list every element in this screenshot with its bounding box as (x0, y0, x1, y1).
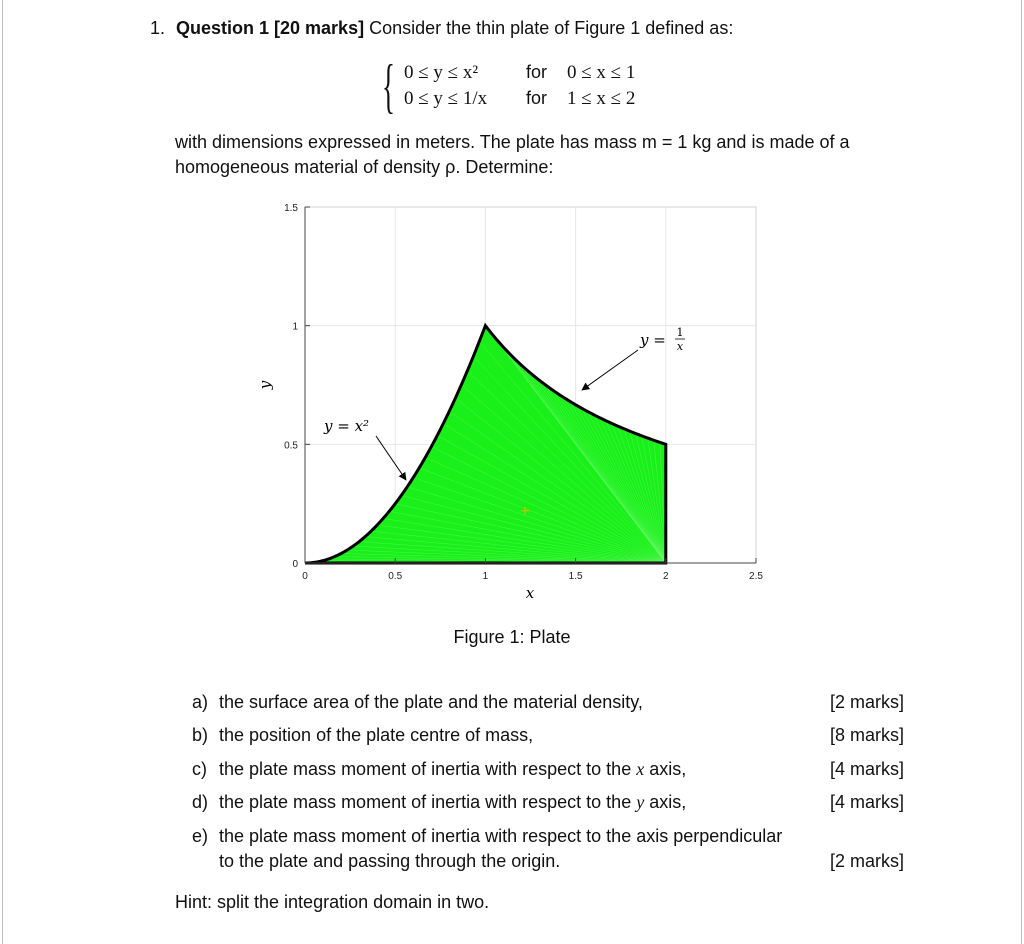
task-text (219, 757, 809, 782)
task-marks: [8 marks] (829, 725, 904, 745)
task-marks: [2 marks] (829, 692, 904, 712)
system-row1-for: for (526, 62, 548, 82)
task-marks: [2 marks] (829, 851, 904, 871)
task-text: the position of the plate centre of mass, (219, 725, 534, 745)
task-marks: [4 marks] (829, 792, 904, 812)
x-tick-label: 2.5 (749, 571, 763, 582)
problem-paragraph (175, 130, 907, 180)
paragraph-line2: homogeneous material of density ρ. Determine: (175, 157, 554, 177)
system-row1-range: 0 ≤ x ≤ 1 (567, 62, 636, 83)
page-border-right (1021, 0, 1022, 944)
system-row1-condition: 0 ≤ y ≤ x² (404, 62, 479, 83)
parabola-label: y = x² (324, 417, 370, 435)
x-tick-label: 2 (663, 571, 669, 582)
task-text-before: the plate mass moment of inertia with respect to the (219, 759, 632, 779)
question-intro: Consider the thin plate of Figure 1 defined as: (369, 18, 734, 38)
hyperbola-label-denominator: x (676, 340, 684, 353)
task-marks: [4 marks] (829, 759, 904, 779)
task-text-after: axis, (649, 792, 687, 812)
task-text-before: the plate mass moment of inertia with respect to the (219, 792, 632, 812)
task-axis-symbol: y (636, 792, 645, 812)
x-tick-label: 1 (482, 571, 489, 582)
task-label: b) (192, 725, 209, 745)
task-text (219, 790, 809, 815)
system-brace: { (382, 53, 395, 119)
x-tick-label: 1.5 (568, 571, 583, 582)
x-tick-label: 0 (302, 571, 308, 582)
x-axis-label: x (525, 584, 535, 602)
task-label: d) (192, 792, 209, 812)
y-axis-label: y (256, 380, 274, 390)
task-text: the surface area of the plate and the material density, (219, 692, 643, 712)
system-row2-for: for (526, 88, 548, 108)
question-number: 1. (150, 18, 166, 38)
question-heading (176, 18, 733, 39)
hyperbola-label-lhs: y = (640, 331, 666, 349)
x-tick-label: 0.5 (388, 571, 403, 582)
page-border-left (2, 0, 3, 944)
task-text-after: axis, (649, 759, 687, 779)
system-row2-range: 1 ≤ x ≤ 2 (567, 88, 636, 109)
system-row2-condition: 0 ≤ y ≤ 1/x (404, 88, 488, 109)
task-text-line2: to the plate and passing through the origin. (219, 851, 561, 871)
task-label: e) (192, 826, 209, 846)
task-label: c) (192, 759, 207, 779)
plate-figure (250, 195, 780, 615)
y-tick-label: 0.5 (284, 440, 298, 452)
paragraph-line1: with dimensions expressed in meters. The plate has mass m = 1 kg and is made of a (175, 132, 850, 152)
task-axis-symbol: x (636, 759, 645, 779)
hyperbola-label-numerator: 1 (676, 326, 684, 339)
task-text-line1: the plate mass moment of inertia with respect to the axis perpendicular (219, 826, 783, 846)
y-tick-label: 1 (292, 321, 298, 333)
hint-text: Hint: split the integration domain in two. (175, 892, 490, 912)
task-label: a) (192, 692, 209, 712)
figure-caption: Figure 1: Plate (453, 627, 571, 647)
y-tick-label: 0 (292, 559, 298, 570)
question-title: Question 1 [20 marks] (176, 18, 365, 38)
y-tick-label: 1.5 (284, 203, 298, 214)
